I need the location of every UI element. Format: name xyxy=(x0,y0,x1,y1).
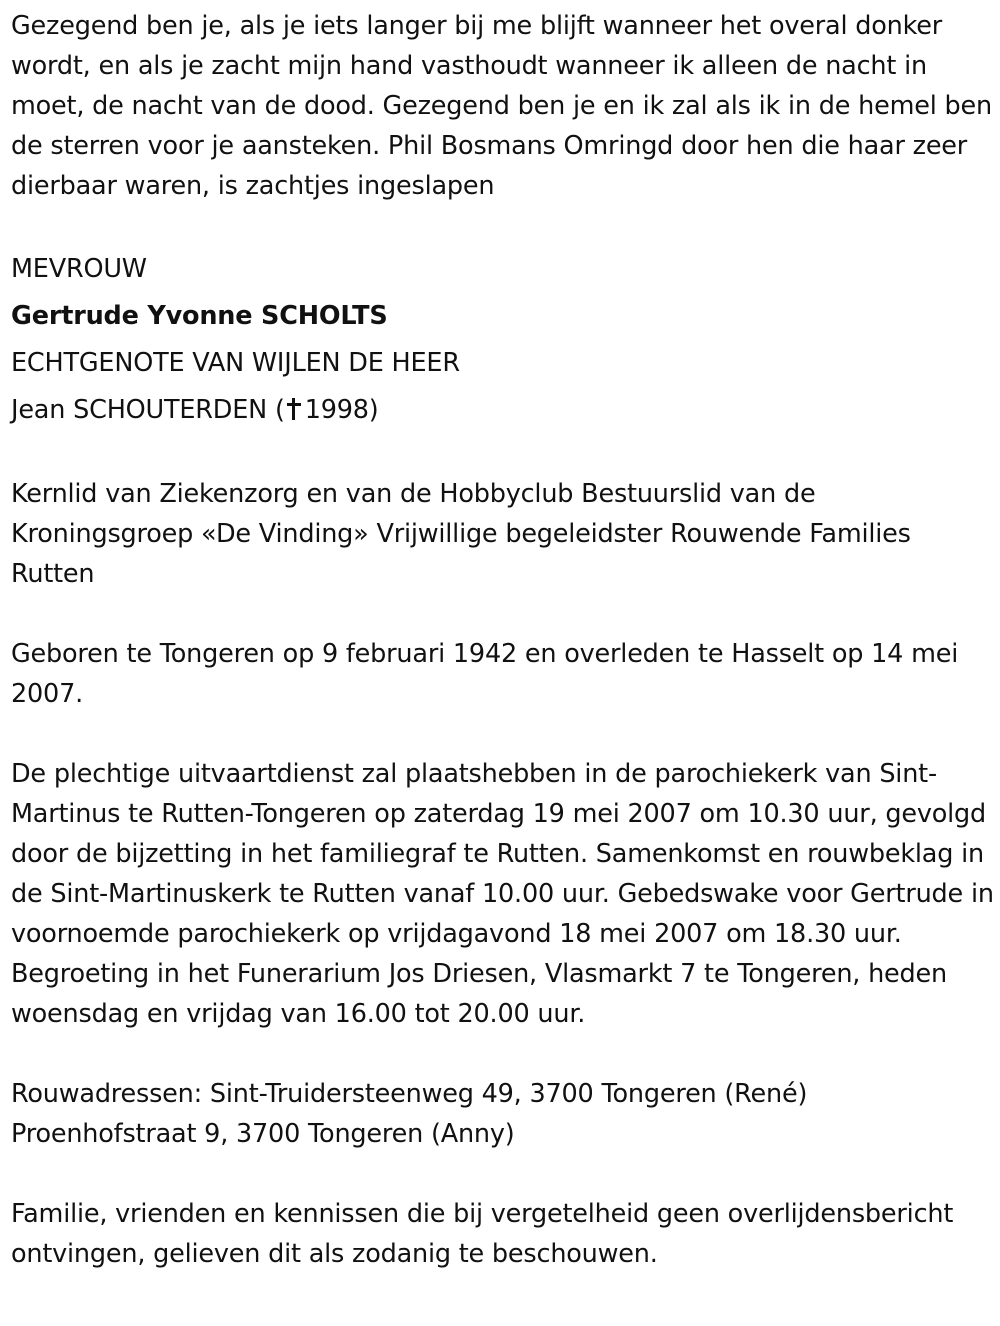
spacer xyxy=(11,1034,996,1074)
spacer xyxy=(11,594,996,634)
spouse-death-year: 1998) xyxy=(304,395,379,425)
address-line-1: Rouwadressen: Sint-Truidersteenweg 49, 3700 Tongeren (René) xyxy=(11,1079,808,1109)
affiliations-paragraph: Kernlid van Ziekenzorg en van de Hobbyclub Bestuurslid van de Kroningsgroep «De Vinding» Vrijwillige begeleidster Rouwende Families Rutten xyxy=(11,479,911,589)
spouse-line xyxy=(11,387,996,434)
spacer xyxy=(11,434,996,474)
spacer xyxy=(11,1154,996,1194)
spacer xyxy=(11,206,996,246)
addresses-block xyxy=(11,1074,996,1154)
deceased-name: Gertrude Yvonne SCHOLTS xyxy=(11,301,388,331)
obituary-document xyxy=(11,6,996,1274)
intro-paragraph: Gezegend ben je, als je iets langer bij me blijft wanneer het overal donker wordt, en als je zacht mijn hand vasthoudt wanneer ik alleen de nacht in moet, de nacht van de dood. Gezegend ben je en ik zal als ik in de hemel ben de sterren voor je aansteken. Phil Bosmans Omringd door hen die haar zeer dierbaar waren, is zachtjes ingeslapen xyxy=(11,11,992,201)
cross-icon xyxy=(287,398,301,420)
relation-line: ECHTGENOTE VAN WIJLEN DE HEER xyxy=(11,348,460,378)
funeral-paragraph: De plechtige uitvaartdienst zal plaatshebben in de parochiekerk van Sint-Martinus te Rutten-Tongeren op zaterdag 19 mei 2007 om 10.30 uur, gevolgd door de bijzetting in het familiegraf te Rutten. Samenkomst en rouwbeklag in de Sint-Martinuskerk te Rutten vanaf 10.00 uur. Gebedswake voor Gertrude in voornoemde parochiekerk op vrijdagavond 18 mei 2007 om 18.30 uur. Begroeting in het Funerarium Jos Driesen, Vlasmarkt 7 te Tongeren, heden woensdag en vrijdag van 16.00 tot 20.00 uur. xyxy=(11,759,994,1029)
birth-death-paragraph: Geboren te Tongeren op 9 februari 1942 en overleden te Hasselt op 14 mei 2007. xyxy=(11,639,959,709)
closing-paragraph: Familie, vrienden en kennissen die bij vergetelheid geen overlijdensbericht ontvingen, gelieven dit als zodanig te beschouwen. xyxy=(11,1199,954,1269)
spouse-name: Jean SCHOUTERDEN ( xyxy=(11,395,285,425)
address-line-2: Proenhofstraat 9, 3700 Tongeren (Anny) xyxy=(11,1119,515,1149)
honorific: MEVROUW xyxy=(11,254,147,284)
spacer xyxy=(11,714,996,754)
deceased-block xyxy=(11,246,996,434)
